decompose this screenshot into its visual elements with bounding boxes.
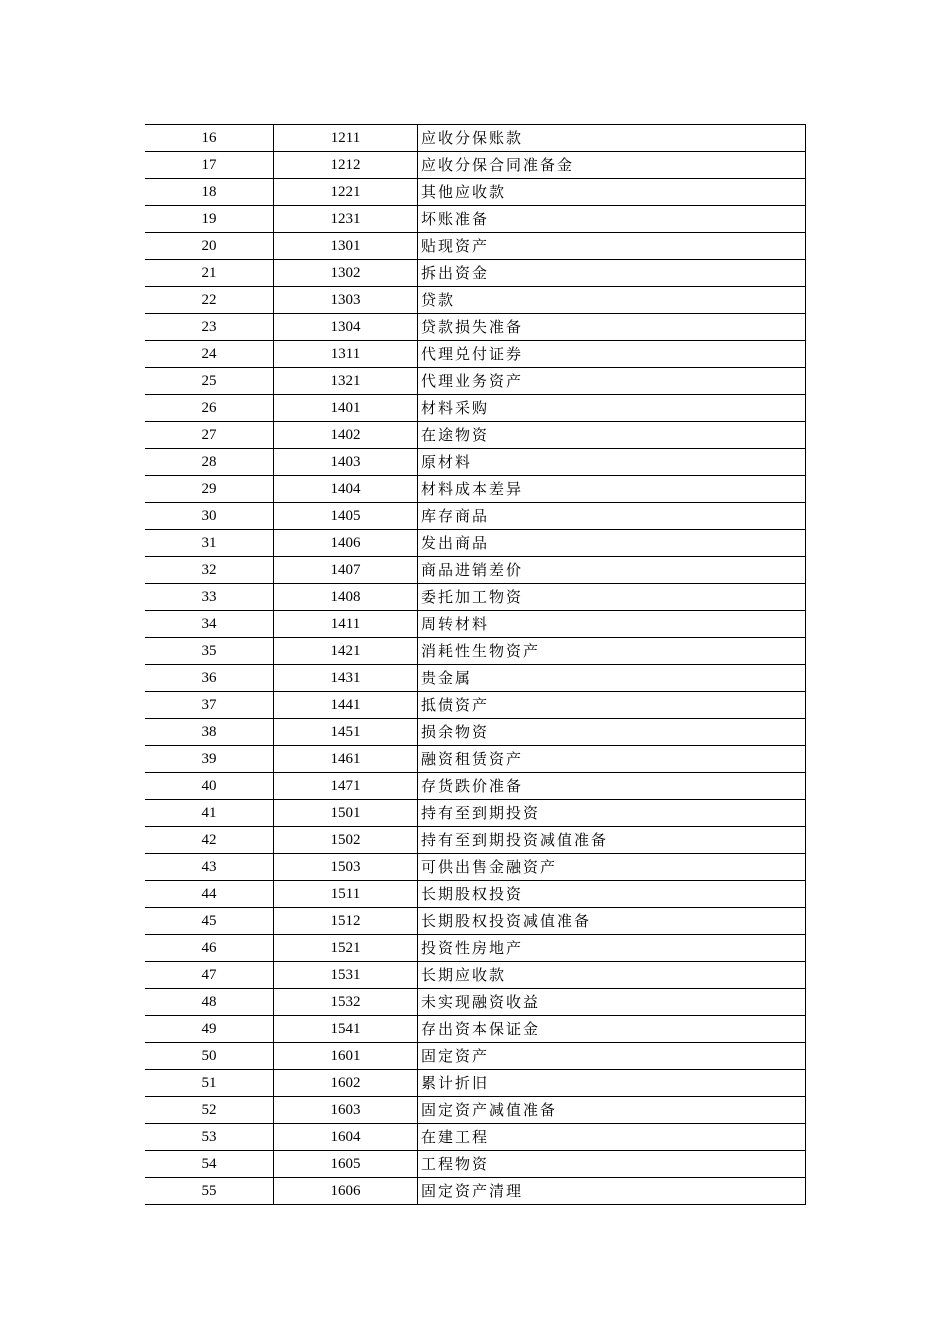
table-row — [145, 206, 806, 233]
row-number: 43 — [145, 854, 274, 881]
account-code: 1451 — [274, 719, 418, 746]
table-row — [145, 1016, 806, 1043]
account-name: 固定资产减值准备 — [418, 1097, 806, 1124]
account-code: 1441 — [274, 692, 418, 719]
accounts-table-body — [145, 125, 806, 1205]
row-number: 27 — [145, 422, 274, 449]
row-number: 28 — [145, 449, 274, 476]
row-number: 22 — [145, 287, 274, 314]
table-row — [145, 476, 806, 503]
account-code: 1606 — [274, 1178, 418, 1205]
row-number: 18 — [145, 179, 274, 206]
table-row — [145, 368, 806, 395]
account-code: 1402 — [274, 422, 418, 449]
table-row — [145, 692, 806, 719]
table-row — [145, 719, 806, 746]
account-code: 1502 — [274, 827, 418, 854]
table-row — [145, 341, 806, 368]
account-name: 代理业务资产 — [418, 368, 806, 395]
account-name: 周转材料 — [418, 611, 806, 638]
account-code: 1211 — [274, 125, 418, 152]
row-number: 29 — [145, 476, 274, 503]
table-row — [145, 881, 806, 908]
row-number: 47 — [145, 962, 274, 989]
account-code: 1531 — [274, 962, 418, 989]
row-number: 51 — [145, 1070, 274, 1097]
account-name: 持有至到期投资 — [418, 800, 806, 827]
account-name: 贴现资产 — [418, 233, 806, 260]
account-code: 1541 — [274, 1016, 418, 1043]
table-row — [145, 314, 806, 341]
row-number: 49 — [145, 1016, 274, 1043]
account-name: 在途物资 — [418, 422, 806, 449]
account-code: 1603 — [274, 1097, 418, 1124]
table-row — [145, 611, 806, 638]
table-row — [145, 1178, 806, 1205]
table-row — [145, 125, 806, 152]
account-name: 抵债资产 — [418, 692, 806, 719]
account-code: 1301 — [274, 233, 418, 260]
table-row — [145, 422, 806, 449]
row-number: 54 — [145, 1151, 274, 1178]
table-row — [145, 152, 806, 179]
row-number: 45 — [145, 908, 274, 935]
table-row — [145, 503, 806, 530]
account-name: 拆出资金 — [418, 260, 806, 287]
table-row — [145, 233, 806, 260]
row-number: 46 — [145, 935, 274, 962]
account-code: 1401 — [274, 395, 418, 422]
account-name: 长期应收款 — [418, 962, 806, 989]
account-code: 1421 — [274, 638, 418, 665]
account-name: 贵金属 — [418, 665, 806, 692]
account-name: 损余物资 — [418, 719, 806, 746]
account-code: 1602 — [274, 1070, 418, 1097]
row-number: 30 — [145, 503, 274, 530]
table-row — [145, 800, 806, 827]
row-number: 20 — [145, 233, 274, 260]
account-name: 存出资本保证金 — [418, 1016, 806, 1043]
row-number: 23 — [145, 314, 274, 341]
account-name: 应收分保账款 — [418, 125, 806, 152]
table-row — [145, 557, 806, 584]
table-row — [145, 1043, 806, 1070]
table-row — [145, 665, 806, 692]
account-name: 在建工程 — [418, 1124, 806, 1151]
table-row — [145, 1070, 806, 1097]
account-name: 代理兑付证券 — [418, 341, 806, 368]
account-name: 未实现融资收益 — [418, 989, 806, 1016]
row-number: 55 — [145, 1178, 274, 1205]
row-number: 26 — [145, 395, 274, 422]
row-number: 48 — [145, 989, 274, 1016]
account-name: 累计折旧 — [418, 1070, 806, 1097]
table-row — [145, 962, 806, 989]
account-code: 1403 — [274, 449, 418, 476]
table-row — [145, 989, 806, 1016]
account-code: 1221 — [274, 179, 418, 206]
table-row — [145, 854, 806, 881]
account-name: 可供出售金融资产 — [418, 854, 806, 881]
account-code: 1461 — [274, 746, 418, 773]
account-code: 1604 — [274, 1124, 418, 1151]
row-number: 36 — [145, 665, 274, 692]
account-code: 1431 — [274, 665, 418, 692]
account-name: 应收分保合同准备金 — [418, 152, 806, 179]
account-name: 固定资产 — [418, 1043, 806, 1070]
account-code: 1511 — [274, 881, 418, 908]
account-code: 1601 — [274, 1043, 418, 1070]
account-name: 长期股权投资减值准备 — [418, 908, 806, 935]
account-name: 存货跌价准备 — [418, 773, 806, 800]
account-code: 1304 — [274, 314, 418, 341]
account-name: 固定资产清理 — [418, 1178, 806, 1205]
account-code: 1404 — [274, 476, 418, 503]
account-code: 1471 — [274, 773, 418, 800]
account-name: 投资性房地产 — [418, 935, 806, 962]
row-number: 25 — [145, 368, 274, 395]
account-code: 1406 — [274, 530, 418, 557]
row-number: 19 — [145, 206, 274, 233]
row-number: 52 — [145, 1097, 274, 1124]
account-name: 材料成本差异 — [418, 476, 806, 503]
account-code: 1408 — [274, 584, 418, 611]
account-name: 其他应收款 — [418, 179, 806, 206]
table-row — [145, 773, 806, 800]
table-row — [145, 179, 806, 206]
account-name: 融资租赁资产 — [418, 746, 806, 773]
row-number: 42 — [145, 827, 274, 854]
row-number: 24 — [145, 341, 274, 368]
account-code: 1303 — [274, 287, 418, 314]
row-number: 38 — [145, 719, 274, 746]
table-row — [145, 1097, 806, 1124]
account-code: 1501 — [274, 800, 418, 827]
account-code: 1311 — [274, 341, 418, 368]
account-code: 1231 — [274, 206, 418, 233]
account-name: 原材料 — [418, 449, 806, 476]
row-number: 39 — [145, 746, 274, 773]
account-name: 委托加工物资 — [418, 584, 806, 611]
account-code: 1407 — [274, 557, 418, 584]
account-name: 消耗性生物资产 — [418, 638, 806, 665]
row-number: 37 — [145, 692, 274, 719]
account-code: 1405 — [274, 503, 418, 530]
row-number: 33 — [145, 584, 274, 611]
account-name: 库存商品 — [418, 503, 806, 530]
account-code: 1532 — [274, 989, 418, 1016]
row-number: 17 — [145, 152, 274, 179]
table-row — [145, 584, 806, 611]
row-number: 35 — [145, 638, 274, 665]
account-name: 持有至到期投资减值准备 — [418, 827, 806, 854]
row-number: 41 — [145, 800, 274, 827]
table-row — [145, 908, 806, 935]
account-name: 贷款 — [418, 287, 806, 314]
row-number: 53 — [145, 1124, 274, 1151]
table-row — [145, 449, 806, 476]
table-row — [145, 530, 806, 557]
account-name: 贷款损失准备 — [418, 314, 806, 341]
row-number: 40 — [145, 773, 274, 800]
account-code: 1521 — [274, 935, 418, 962]
row-number: 16 — [145, 125, 274, 152]
table-row — [145, 1151, 806, 1178]
table-row — [145, 1124, 806, 1151]
row-number: 50 — [145, 1043, 274, 1070]
account-name: 长期股权投资 — [418, 881, 806, 908]
row-number: 32 — [145, 557, 274, 584]
row-number: 44 — [145, 881, 274, 908]
account-code: 1512 — [274, 908, 418, 935]
table-row — [145, 260, 806, 287]
account-code: 1503 — [274, 854, 418, 881]
account-name: 工程物资 — [418, 1151, 806, 1178]
table-row — [145, 827, 806, 854]
account-code: 1302 — [274, 260, 418, 287]
account-name: 商品进销差价 — [418, 557, 806, 584]
table-row — [145, 287, 806, 314]
accounts-table — [145, 124, 806, 1205]
row-number: 31 — [145, 530, 274, 557]
table-row — [145, 746, 806, 773]
table-row — [145, 395, 806, 422]
table-row — [145, 935, 806, 962]
account-name: 发出商品 — [418, 530, 806, 557]
account-code: 1321 — [274, 368, 418, 395]
row-number: 21 — [145, 260, 274, 287]
account-name: 材料采购 — [418, 395, 806, 422]
table-row — [145, 638, 806, 665]
account-code: 1605 — [274, 1151, 418, 1178]
row-number: 34 — [145, 611, 274, 638]
account-name: 坏账准备 — [418, 206, 806, 233]
account-code: 1212 — [274, 152, 418, 179]
account-code: 1411 — [274, 611, 418, 638]
